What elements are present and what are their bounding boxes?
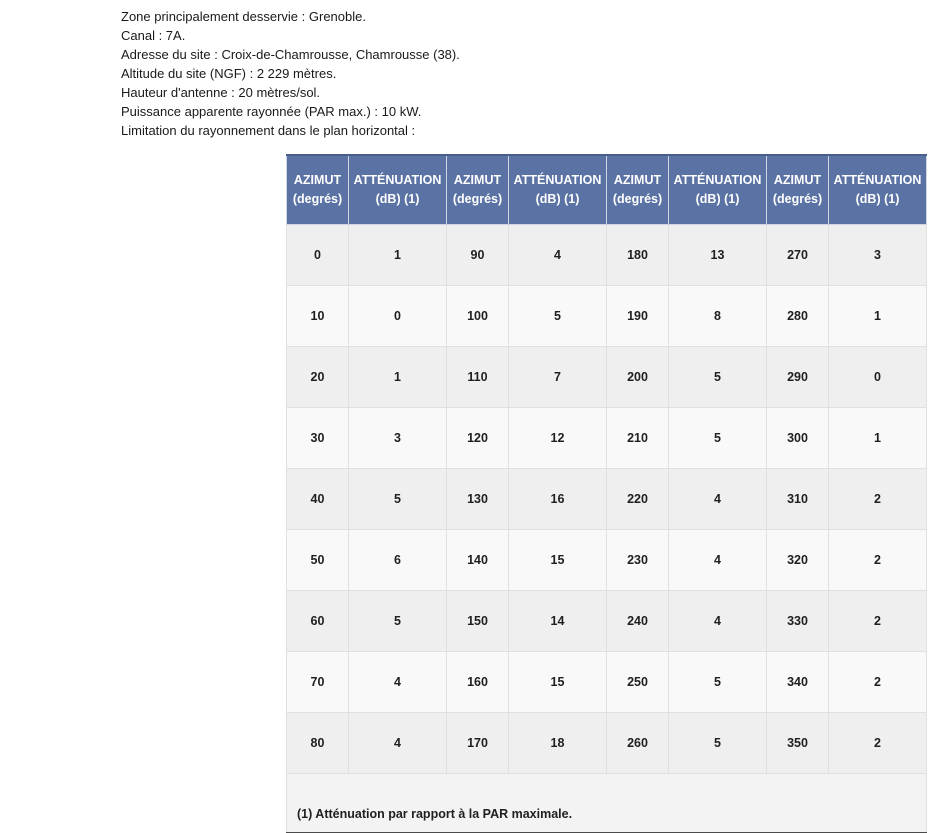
azimut-cell: 20 [287,347,349,408]
column-header-unit: (degrés) [292,192,343,206]
info-hauteur: Hauteur d'antenne : 20 mètres/sol. [121,85,321,100]
column-header [767,155,829,225]
column-header-title: AZIMUT [613,173,662,187]
azimut-cell: 260 [607,713,669,774]
azimut-cell: 140 [447,530,509,591]
table-row [287,286,927,347]
attenuation-cell: 2 [829,469,927,530]
attenuation-cell: 5 [349,469,447,530]
azimut-cell: 250 [607,652,669,713]
attenuation-cell: 15 [509,530,607,591]
table-row [287,591,927,652]
attenuation-cell: 15 [509,652,607,713]
attenuation-cell: 5 [669,652,767,713]
site-info [121,7,460,140]
attenuation-cell: 4 [669,469,767,530]
azimut-cell: 190 [607,286,669,347]
column-header [829,155,927,225]
info-puissance: Puissance apparente rayonnée (PAR max.) : 10 kW. [121,104,422,119]
azimut-cell: 350 [767,713,829,774]
azimut-cell: 130 [447,469,509,530]
table-row [287,530,927,591]
attenuation-cell: 4 [509,225,607,286]
column-header [349,155,447,225]
column-header-unit: (dB) (1) [535,192,580,206]
azimut-cell: 230 [607,530,669,591]
attenuation-cell: 12 [509,408,607,469]
azimut-cell: 170 [447,713,509,774]
attenuation-cell: 2 [829,713,927,774]
azimut-cell: 160 [447,652,509,713]
attenuation-cell: 0 [349,286,447,347]
attenuation-cell: 6 [349,530,447,591]
column-header-unit: (degrés) [612,192,663,206]
attenuation-cell: 5 [509,286,607,347]
attenuation-cell: 5 [669,713,767,774]
table-row [287,347,927,408]
attenuation-cell: 3 [829,225,927,286]
azimut-cell: 220 [607,469,669,530]
column-header-title: ATTÉNUATION [513,173,602,187]
column-header-title: ATTÉNUATION [673,173,762,187]
attenuation-cell: 1 [349,225,447,286]
azimut-cell: 310 [767,469,829,530]
attenuation-cell: 16 [509,469,607,530]
column-header-unit: (dB) (1) [375,192,420,206]
column-header-title: AZIMUT [293,173,342,187]
column-header-unit: (dB) (1) [695,192,740,206]
attenuation-cell: 5 [669,408,767,469]
attenuation-cell: 4 [669,530,767,591]
table-row [287,225,927,286]
info-altitude: Altitude du site (NGF) : 2 229 mètres. [121,66,337,81]
column-header-title: ATTÉNUATION [833,173,922,187]
attenuation-cell: 2 [829,652,927,713]
azimut-cell: 40 [287,469,349,530]
azimut-cell: 120 [447,408,509,469]
column-header [447,155,509,225]
azimut-cell: 70 [287,652,349,713]
table-row [287,469,927,530]
azimut-cell: 10 [287,286,349,347]
attenuation-cell: 7 [509,347,607,408]
azimut-cell: 240 [607,591,669,652]
attenuation-cell: 5 [669,347,767,408]
table-row [287,713,927,774]
column-header-title: AZIMUT [773,173,822,187]
azimut-cell: 210 [607,408,669,469]
attenuation-cell: 13 [669,225,767,286]
info-adresse: Adresse du site : Croix-de-Chamrousse, Chamrousse (38). [121,47,460,62]
azimut-cell: 200 [607,347,669,408]
azimut-cell: 300 [767,408,829,469]
column-header-title: AZIMUT [453,173,502,187]
attenuation-cell: 2 [829,591,927,652]
column-header-unit: (degrés) [772,192,823,206]
azimut-cell: 320 [767,530,829,591]
azimut-cell: 30 [287,408,349,469]
azimut-cell: 0 [287,225,349,286]
table-header-row [287,155,927,225]
column-header [509,155,607,225]
azimut-cell: 270 [767,225,829,286]
info-canal: Canal : 7A. [121,28,186,43]
attenuation-cell: 5 [349,591,447,652]
attenuation-cell: 2 [829,530,927,591]
attenuation-cell: 14 [509,591,607,652]
azimut-cell: 90 [447,225,509,286]
table-footnote-row [287,774,927,833]
table-body [287,225,927,774]
info-limitation: Limitation du rayonnement dans le plan horizontal : [121,123,416,138]
azimut-cell: 100 [447,286,509,347]
azimut-cell: 150 [447,591,509,652]
attenuation-cell: 3 [349,408,447,469]
azimut-cell: 180 [607,225,669,286]
column-header [287,155,349,225]
table-row [287,408,927,469]
attenuation-cell: 18 [509,713,607,774]
info-zone: Zone principalement desservie : Grenoble. [121,9,366,24]
radiation-table [286,154,927,833]
attenuation-cell: 1 [829,408,927,469]
attenuation-cell: 0 [829,347,927,408]
column-header-title: ATTÉNUATION [353,173,442,187]
azimut-cell: 60 [287,591,349,652]
column-header-unit: (degrés) [452,192,503,206]
azimut-cell: 110 [447,347,509,408]
azimut-cell: 50 [287,530,349,591]
attenuation-cell: 4 [669,591,767,652]
attenuation-cell: 1 [829,286,927,347]
column-header [607,155,669,225]
azimut-cell: 80 [287,713,349,774]
attenuation-cell: 8 [669,286,767,347]
azimut-cell: 280 [767,286,829,347]
attenuation-cell: 4 [349,652,447,713]
table-footnote: (1) Atténuation par rapport à la PAR maximale. [287,774,927,833]
table-row [287,652,927,713]
azimut-cell: 330 [767,591,829,652]
attenuation-cell: 1 [349,347,447,408]
column-header [669,155,767,225]
azimut-cell: 340 [767,652,829,713]
attenuation-cell: 4 [349,713,447,774]
azimut-cell: 290 [767,347,829,408]
column-header-unit: (dB) (1) [855,192,900,206]
